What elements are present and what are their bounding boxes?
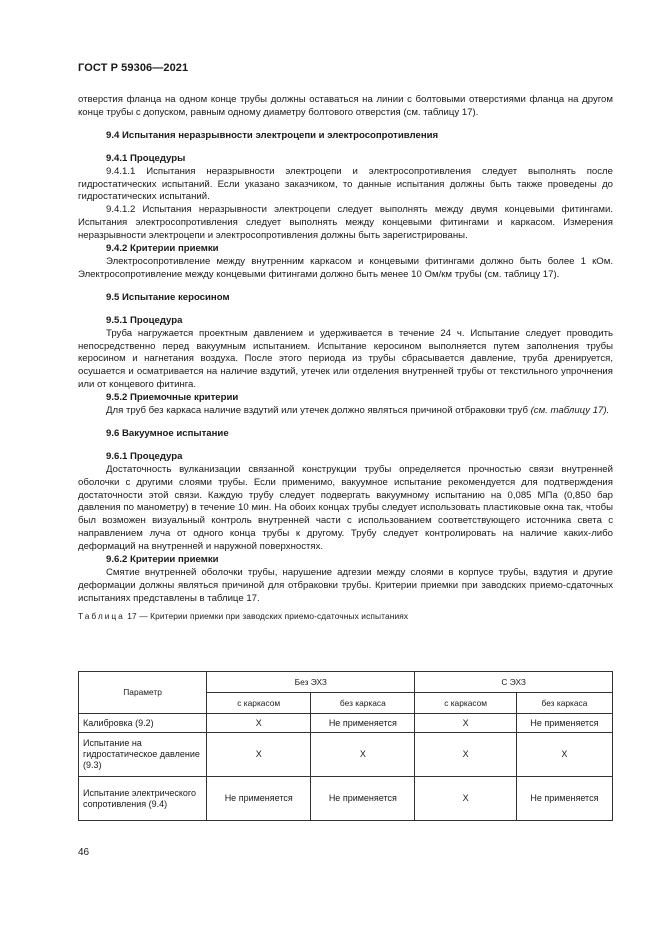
paragraph-9-5-2-text: Для труб без каркаса наличие вздутий или утечек должно являться причиной отбраковки труб bbox=[106, 405, 528, 417]
table-header-row bbox=[79, 672, 613, 693]
row-cell: Не применяется bbox=[311, 714, 415, 733]
table-caption-text: 17 — Критерии приемки при заводских приемо-сдаточных испытаниях bbox=[127, 610, 409, 621]
row-cell: X bbox=[415, 733, 516, 777]
row-cell: X bbox=[311, 733, 415, 777]
row-parameter: Калибровка (9.2) bbox=[79, 714, 207, 733]
table-reference: (см. таблицу 17). bbox=[530, 405, 610, 417]
row-cell: Не применяется bbox=[516, 714, 612, 733]
document-code-header: ГОСТ Р 59306—2021 bbox=[78, 62, 189, 74]
header-parameter: Параметр bbox=[79, 672, 207, 714]
header-no-ehz: Без ЭХЗ bbox=[207, 672, 415, 693]
paragraph-9-6-1: Достаточность вулканизации связанной конструкции трубы определяется прочностью связи внутренней оболочки с другими слоями трубы. Если применимо, вакуумное испытание рекомендуется для подтверждения достаточности этой связи. Каждую трубу следует подвергать вакуумному испытанию на 0,085 МПа (0,850 бар давления по манометру) в течение 10 мин. На обоих концах трубы следует использовать пластиковые окна так, чтобы был возможен визуальный контроль внутренней части с использованием соответствующего источника света с направлением луча от одного конца трубы к другому. Трубу следует контролировать на наличие каких-либо деформаций на внутренней и наружной поверхностях. bbox=[78, 463, 613, 553]
row-cell: Не применяется bbox=[516, 777, 612, 821]
table-row bbox=[79, 714, 613, 733]
paragraph-9-4-1-2: 9.4.1.2 Испытания неразрывности электроцепи следует выполнять между двумя концевыми фитингами. Испытания электросопротивления следует выполнять между концевыми фитингами и каркасом. Измерения неразрывности электроцепи и электросопротивления должны быть зарегистрированы. bbox=[78, 204, 613, 242]
section-9-6-2-heading: 9.6.2 Критерии приемки bbox=[106, 554, 219, 566]
row-cell: Не применяется bbox=[207, 777, 311, 821]
paragraph-9-6-2: Смятие внутренней оболочки трубы, нарушение адгезии между слоями в корпусе трубы, вздутия и другие деформации должны являться причиной для отбраковки трубы. Критерии приемки при заводских приемо-сдаточных испытаниях представлены в таблице 17. bbox=[78, 567, 613, 604]
table-row bbox=[79, 733, 613, 777]
table-17-caption bbox=[78, 610, 613, 623]
table-17 bbox=[78, 671, 613, 821]
row-cell: X bbox=[415, 714, 516, 733]
subheader-no-frame: без каркаса bbox=[516, 693, 612, 714]
subheader-with-frame: с каркасом bbox=[207, 693, 311, 714]
section-9-5-2-heading: 9.5.2 Приемочные критерии bbox=[106, 392, 239, 404]
paragraph-9-4-2: Электросопротивление между внутренним каркасом и концевыми фитингами должно быть более 1 кОм. Электросопротивление между концевыми фитингами должно быть менее 10 Ом/км трубы (см. таблицу 17). bbox=[78, 255, 613, 280]
section-9-6-1-heading: 9.6.1 Процедура bbox=[106, 450, 183, 462]
document-body bbox=[78, 94, 613, 623]
section-9-6-heading: 9.6 Вакуумное испытание bbox=[106, 427, 229, 439]
row-parameter: Испытание электрического сопротивления (9.4) bbox=[79, 777, 207, 821]
header-with-ehz: С ЭХЗ bbox=[415, 672, 613, 693]
section-9-4-2-heading: 9.4.2 Критерии приемки bbox=[106, 243, 219, 255]
table-caption-word: Таблица bbox=[78, 610, 125, 621]
paragraph-9-5-1: Труба нагружается проектным давлением и удерживается в течение 24 ч. Испытание следует проводить непосредственно перед вакуумным испытанием. Испытание керосином выполняется путем заполнения трубы керосином и нагнетания воздуха. После этого периода из трубы сбрасывается давление, труба дренируется, осушается и осматривается на наличие вздутий, утечек или отделения внутренней трубы от текстильного упрочнения или от концевого фитинга. bbox=[78, 327, 613, 391]
subheader-no-frame: без каркаса bbox=[311, 693, 415, 714]
section-9-4-1-heading: 9.4.1 Процедуры bbox=[106, 152, 186, 164]
table-row bbox=[79, 777, 613, 821]
intro-paragraph: отверстия фланца на одном конце трубы должны оставаться на линии с болтовыми отверстиями фланца на другом конце трубы с допуском, равным одному диаметру болтового отверстия (см. таблицу 17). bbox=[78, 94, 613, 118]
row-parameter: Испытание на гидростатическое давление (9.3) bbox=[79, 733, 207, 777]
paragraph-9-5-2 bbox=[78, 405, 613, 418]
subheader-with-frame: с каркасом bbox=[415, 693, 516, 714]
row-cell: X bbox=[207, 714, 311, 733]
page-number: 46 bbox=[78, 847, 90, 858]
section-9-5-heading: 9.5 Испытание керосином bbox=[106, 291, 230, 303]
row-cell: X bbox=[516, 733, 612, 777]
section-9-4-heading: 9.4 Испытания неразрывности электроцепи и электросопротивления bbox=[106, 129, 439, 141]
section-9-5-1-heading: 9.5.1 Процедура bbox=[106, 314, 183, 326]
paragraph-9-4-1-1: 9.4.1.1 Испытания неразрывности электроцепи и электросопротивления следует выполнять после гидростатических испытаний. Если указано заказчиком, то данные испытания должны быть также проведены до гидростатических испытаний. bbox=[78, 165, 613, 203]
row-cell: Не применяется bbox=[311, 777, 415, 821]
row-cell: X bbox=[415, 777, 516, 821]
row-cell: X bbox=[207, 733, 311, 777]
